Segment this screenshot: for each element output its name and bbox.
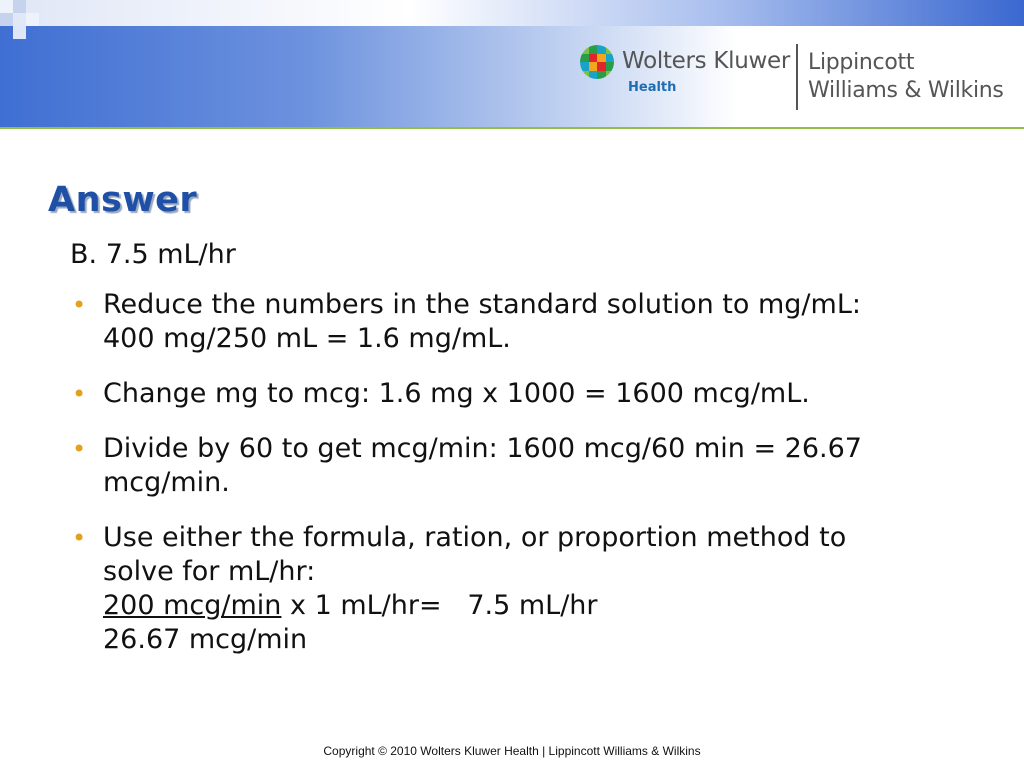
- formula-numerator: 200 mcg/min: [103, 590, 282, 621]
- header-divider-line: [0, 127, 1024, 129]
- bullet-text: Divide by 60 to get mcg/min: 1600 mcg/60 min = 26.67: [103, 433, 862, 464]
- decorative-square: [13, 0, 26, 13]
- bullet-item: [70, 432, 1015, 500]
- answer-line: B. 7.5 mL/hr: [70, 239, 236, 270]
- bullet-item: [70, 521, 1015, 657]
- partner-name-line2: Williams & Wilkins: [808, 78, 1004, 103]
- bullet-text: solve for mL/hr:: [103, 556, 316, 587]
- bullet-text: mcg/min.: [103, 467, 230, 498]
- decorative-square: [13, 26, 26, 39]
- bullet-icon: •: [72, 380, 87, 408]
- brand-subtitle: Health: [628, 80, 677, 95]
- bullet-icon: •: [72, 291, 87, 319]
- slide-body: [70, 238, 1015, 678]
- decorative-square: [26, 13, 39, 26]
- bullet-list: [70, 288, 1015, 657]
- decorative-square: [0, 13, 13, 26]
- bullet-item: [70, 288, 1015, 356]
- bullet-item: [70, 377, 1015, 411]
- header-top-bar: [0, 0, 1024, 26]
- partner-name-line1: Lippincott: [808, 50, 915, 75]
- logo-divider: [796, 44, 798, 110]
- brand-name: Wolters Kluwer: [622, 48, 791, 74]
- copyright-footer: Copyright © 2010 Wolters Kluwer Health | Lippincott Williams & Wilkins: [323, 744, 701, 758]
- bullet-icon: •: [72, 435, 87, 463]
- bullet-icon: •: [72, 524, 87, 552]
- formula-line: [103, 589, 1015, 623]
- bullet-text: Use either the formula, ration, or proportion method to: [103, 522, 847, 553]
- bullet-text: Reduce the numbers in the standard solution to mg/mL:: [103, 289, 861, 320]
- header-banner: [0, 0, 1024, 127]
- slide-title: Answer: [48, 180, 198, 220]
- publisher-logo: [580, 42, 1020, 114]
- formula-denominator: 26.67 mcg/min: [103, 624, 308, 655]
- wolters-kluwer-icon: [580, 45, 614, 79]
- decorative-square: [0, 0, 13, 13]
- bullet-text: Change mg to mcg: 1.6 mg x 1000 = 1600 mcg/mL.: [103, 378, 810, 409]
- bullet-text: 400 mg/250 mL = 1.6 mg/mL.: [103, 323, 511, 354]
- formula-multiplier: x 1 mL/hr= 7.5 mL/hr: [281, 590, 598, 621]
